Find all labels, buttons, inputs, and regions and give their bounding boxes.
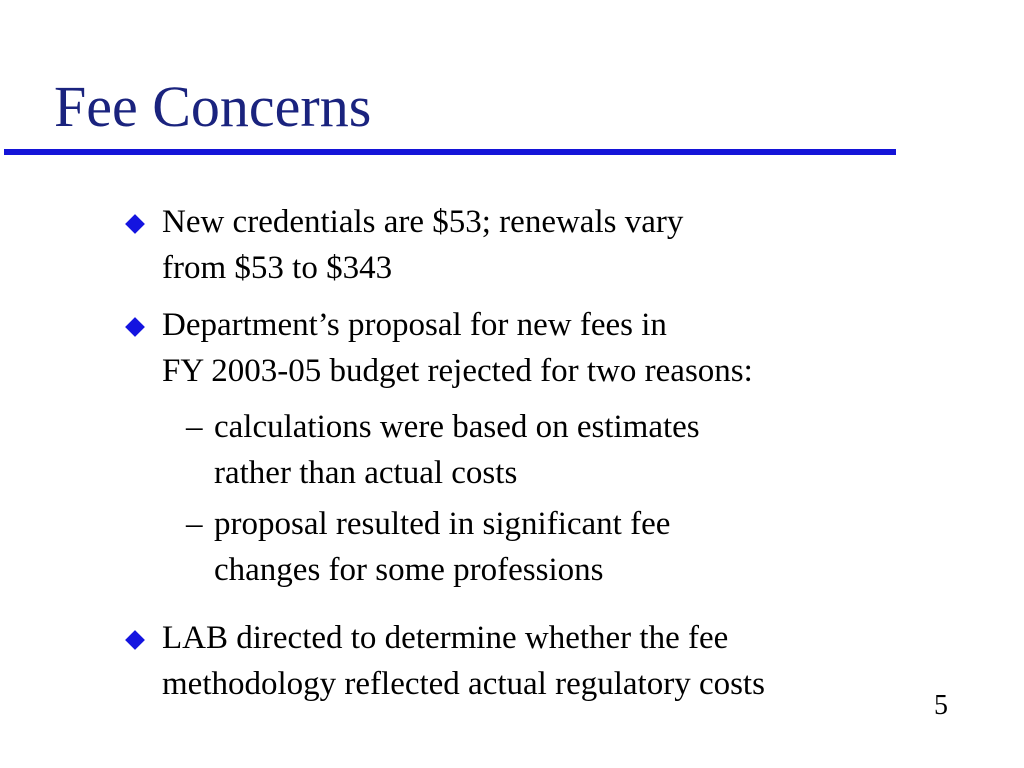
page-number: 5 xyxy=(934,690,948,721)
bullet-3-line-1: LAB directed to determine whether the fee xyxy=(162,620,729,656)
bullet-diamond-icon xyxy=(125,317,145,337)
sub-item-2-line-2: changes for some professions xyxy=(214,552,604,588)
bullet-diamond-icon xyxy=(125,630,145,650)
sub-bullet-dash: – xyxy=(186,409,203,445)
title-underline xyxy=(4,149,896,155)
sub-item-1-line-1: calculations were based on estimates xyxy=(214,409,700,445)
bullet-3-line-2: methodology reflected actual regulatory costs xyxy=(162,666,765,702)
bullet-diamond-icon xyxy=(125,214,145,234)
slide-title: Fee Concerns xyxy=(54,74,372,139)
sub-item-2-line-1: proposal resulted in significant fee xyxy=(214,506,671,542)
bullet-2-line-2: FY 2003-05 budget rejected for two reasons: xyxy=(162,353,753,389)
sub-bullet-dash: – xyxy=(186,506,203,542)
bullet-1-line-1: New credentials are $53; renewals vary xyxy=(162,204,684,240)
bullet-2-line-1: Department’s proposal for new fees in xyxy=(162,307,667,343)
sub-item-1-line-2: rather than actual costs xyxy=(214,455,518,491)
bullet-1-line-2: from $53 to $343 xyxy=(162,250,393,286)
